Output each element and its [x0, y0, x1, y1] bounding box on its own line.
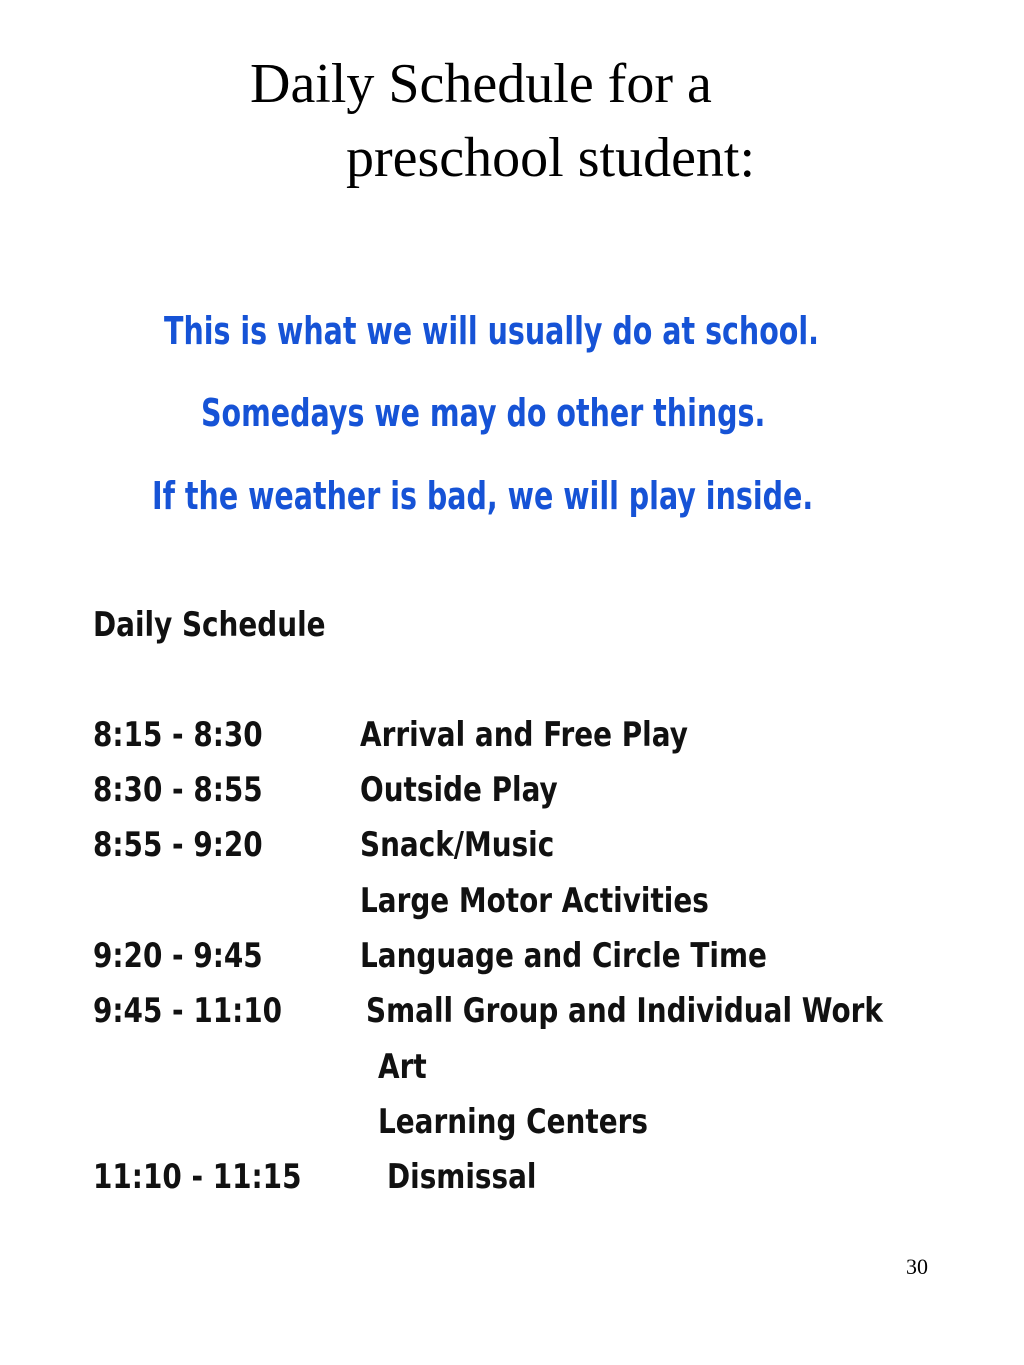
schedule-activity-9: Dismissal: [387, 1157, 537, 1197]
schedule-time-9: 11:10 - 11:15: [93, 1157, 302, 1197]
schedule-activity-5: Language and Circle Time: [360, 936, 767, 976]
schedule-time-1: 8:15 - 8:30: [93, 715, 263, 755]
schedule-time-6: 9:45 - 11:10: [93, 991, 283, 1031]
schedule-activity-3: Snack/Music: [360, 825, 555, 865]
intro-line-2: Somedays we may do other things.: [201, 391, 766, 435]
page-number: 30: [906, 1254, 928, 1279]
schedule-time-5: 9:20 - 9:45: [93, 936, 263, 976]
intro-line-1: This is what we will usually do at school.: [164, 309, 819, 353]
schedule-time-3: 8:55 - 9:20: [93, 825, 263, 865]
schedule-activity-1: Arrival and Free Play: [360, 715, 688, 755]
schedule-activity-8: Learning Centers: [378, 1102, 648, 1142]
schedule-activity-2: Outside Play: [360, 770, 558, 810]
page-title-line-1: Daily Schedule for a: [250, 53, 712, 115]
intro-line-3: If the weather is bad, we will play inside.: [152, 474, 814, 518]
schedule-activity-7: Art: [378, 1047, 427, 1087]
schedule-activity-4: Large Motor Activities: [360, 881, 709, 921]
schedule-heading: Daily Schedule: [93, 605, 326, 645]
page-title-line-2: preschool student:: [346, 127, 756, 189]
schedule-activity-6: Small Group and Individual Work: [366, 991, 883, 1031]
schedule-time-2: 8:30 - 8:55: [93, 770, 263, 810]
